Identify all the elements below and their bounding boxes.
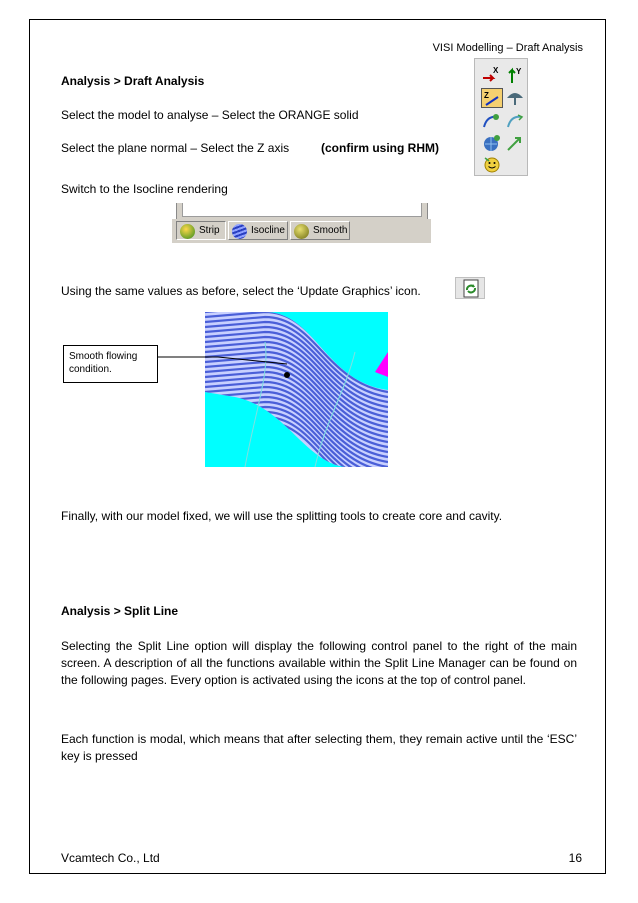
- instruction-isocline: Switch to the Isocline rendering: [61, 182, 228, 196]
- axis-x-icon[interactable]: [481, 65, 503, 85]
- draft-icon-palette: [474, 58, 528, 176]
- instruction-plane-normal: Select the plane normal – Select the Z axis: [61, 141, 290, 155]
- isocline-button[interactable]: [228, 221, 288, 240]
- rendering-toolbar: [172, 219, 431, 243]
- footer-company: Vcamtech Co., Ltd: [61, 851, 160, 865]
- smooth-flowing-callout: Smooth flowing condition.: [63, 345, 158, 383]
- axis-y-icon[interactable]: [504, 65, 526, 85]
- instruction-select-model: Select the model to analyse – Select the ORANGE solid: [61, 108, 359, 122]
- instruction-splitting-tools: Finally, with our model fixed, we will use the splitting tools to create core and cavity.: [61, 509, 503, 523]
- section-heading-split-line: Analysis > Split Line: [61, 604, 179, 618]
- split-line-description: Selecting the Split Line option will display the following control panel to the right of the main screen. A description of all the functions available within the Split Line Manager can be found on the following pages. Every option is activated using the icons at the top of control panel.: [61, 639, 577, 687]
- axis-y-label: Y: [516, 67, 522, 76]
- strip-button[interactable]: [176, 221, 226, 240]
- draft-globe-icon[interactable]: [481, 133, 503, 153]
- viewport-inner: [182, 203, 422, 217]
- axis-z-icon[interactable]: [481, 88, 503, 108]
- instruction-update-graphics: Using the same values as before, select the ‘Update Graphics’ icon.: [61, 284, 421, 298]
- smooth-button[interactable]: [290, 221, 350, 240]
- page-number: 16: [568, 851, 582, 865]
- callout-leader-line: [158, 355, 288, 367]
- smiley-icon[interactable]: [481, 154, 503, 174]
- update-graphics-icon[interactable]: [455, 277, 485, 299]
- strip-icon: [180, 224, 195, 239]
- axis-z-label: Z: [484, 91, 489, 100]
- isocline-icon: [232, 224, 247, 239]
- draft-curve-icon[interactable]: [481, 111, 503, 131]
- draft-umbrella-icon[interactable]: [504, 88, 526, 108]
- axis-x-label: X: [493, 66, 499, 75]
- isocline-label: Isocline: [251, 225, 285, 236]
- draft-arrow-icon[interactable]: [504, 133, 526, 153]
- draft-curve-small-icon[interactable]: [504, 111, 526, 131]
- instruction-confirm-rhm: (confirm using RHM): [321, 141, 439, 155]
- smooth-icon: [294, 224, 309, 239]
- modal-function-note: Each function is modal, which means that after selecting them, they remain active until the ‘ESC’ key is pressed: [61, 732, 577, 763]
- section-heading-draft-analysis: Analysis > Draft Analysis: [61, 74, 205, 88]
- strip-label: Strip: [199, 225, 220, 236]
- isocline-render-image: [205, 312, 388, 467]
- smooth-label: Smooth: [313, 225, 348, 236]
- page-header: VISI Modelling – Draft Analysis: [432, 42, 583, 54]
